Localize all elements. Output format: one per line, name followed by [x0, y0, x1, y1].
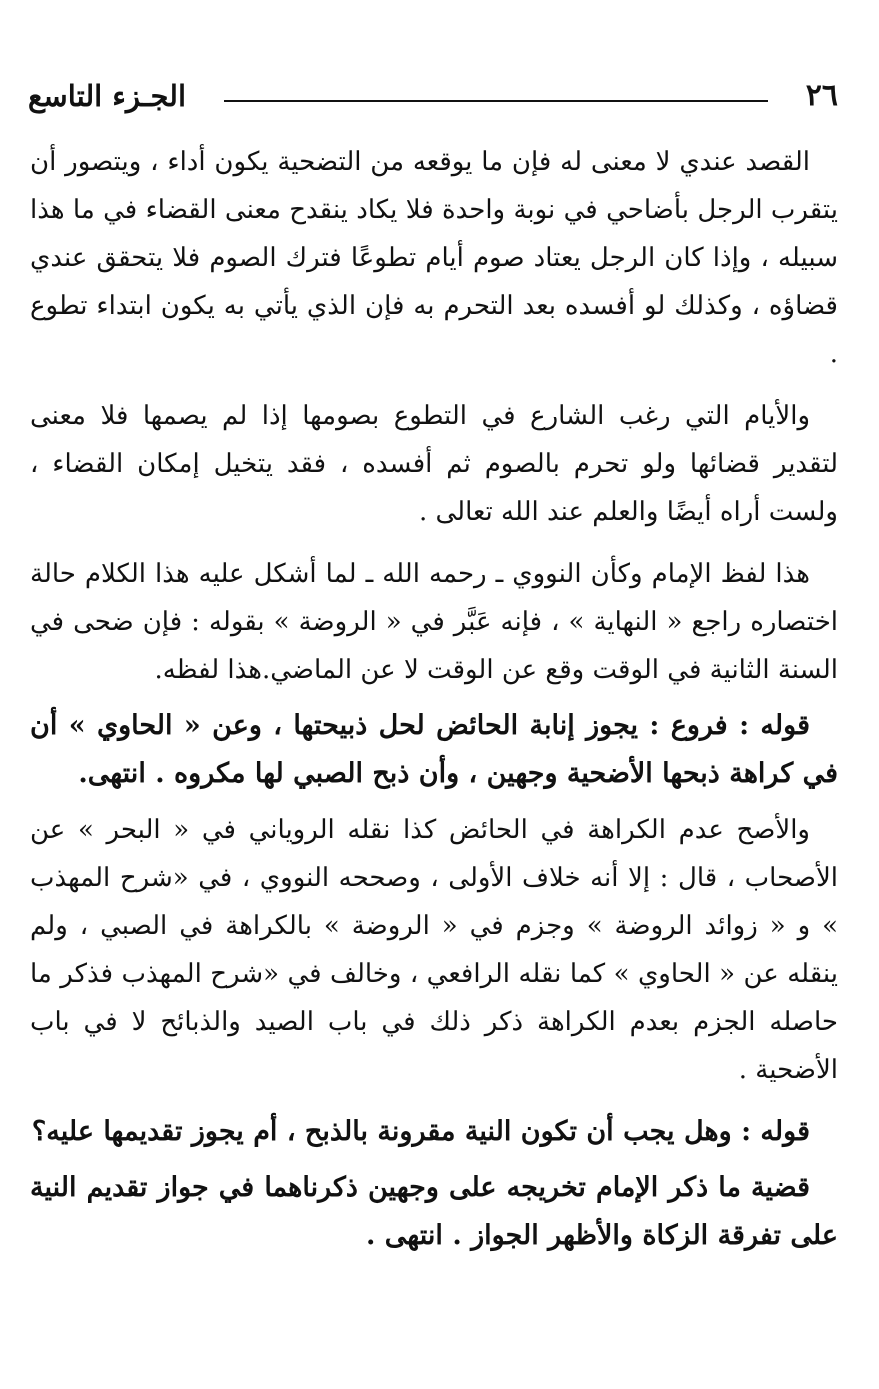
header-rule [224, 100, 768, 102]
bold-quote-paragraph: قوله : فروع : يجوز إنابة الحائض لحل ذبيحتها ، وعن « الحاوي » أن في كراهة ذبحها الأضحية وجهين ، وأن ذبح الصبي لها مكروه . انتهى. [30, 710, 838, 789]
page-body [30, 138, 838, 1274]
running-head: الجـزء التاسع [28, 79, 187, 113]
bold-paragraph: قضية ما ذكر الإمام تخريجه على وجهين ذكرناهما في جواز تقديم النية على تفرقة الزكاة والأظهر الجواز . انتهى . [30, 1172, 838, 1251]
paragraph: والأيام التي رغب الشارع في التطوع بصومها إذا لم يصمها فلا معنى لتقدير قضائها ولو تحرم بالصوم ثم أفسده ، فقد يتخيل إمكان القضاء ، ولست أراه أيضًا والعلم عند الله تعالى . [30, 401, 838, 527]
paragraph: والأصح عدم الكراهة في الحائض كذا نقله الروياني في « البحر » عن الأصحاب ، قال : إلا أنه خلاف الأولى ، وصححه النووي ، في «شرح المهذب » و « زوائد الروضة » وجزم في « الروضة » بالكراهة في الصبي ، ولم ينقله عن « الحاوي » كما نقله الرافعي ، وخالف في «شرح المهذب فذكر ما حاصله الجزم بعدم الكراهة ذكر ذلك في باب الصيد والذبائح لا في باب الأضحية . [30, 815, 838, 1085]
page-number: ٢٦ [805, 78, 838, 113]
paragraph: القصد عندي لا معنى له فإن ما يوقعه من التضحية يكون أداء ، ويتصور أن يتقرب الرجل بأضاحي في نوبة واحدة فلا يكاد ينقدح معنى القضاء في ما هذا سبيله ، وإذا كان الرجل يعتاد صوم أيام تطوعًا فترك الصوم فلا يتحقق عندي قضاؤه ، وكذلك لو أفسده بعد التحرم به فإن الذي يأتي به يكون ابتداء تطوع . [30, 147, 838, 369]
bold-quote-paragraph: قوله : وهل يجب أن تكون النية مقرونة بالذبح ، أم يجوز تقديمها عليه؟ [31, 1116, 810, 1147]
paragraph: هذا لفظ الإمام وكأن النووي ـ رحمه الله ـ لما أشكل عليه هذا الكلام حالة اختصاره راجع « النهاية » ، فإنه عَبَّر في « الروضة » بقوله : فإن ضحى في السنة الثانية في الوقت وقع عن الوقت لا عن الماضي.هذا لفظه. [30, 559, 838, 685]
page-header [28, 70, 838, 126]
